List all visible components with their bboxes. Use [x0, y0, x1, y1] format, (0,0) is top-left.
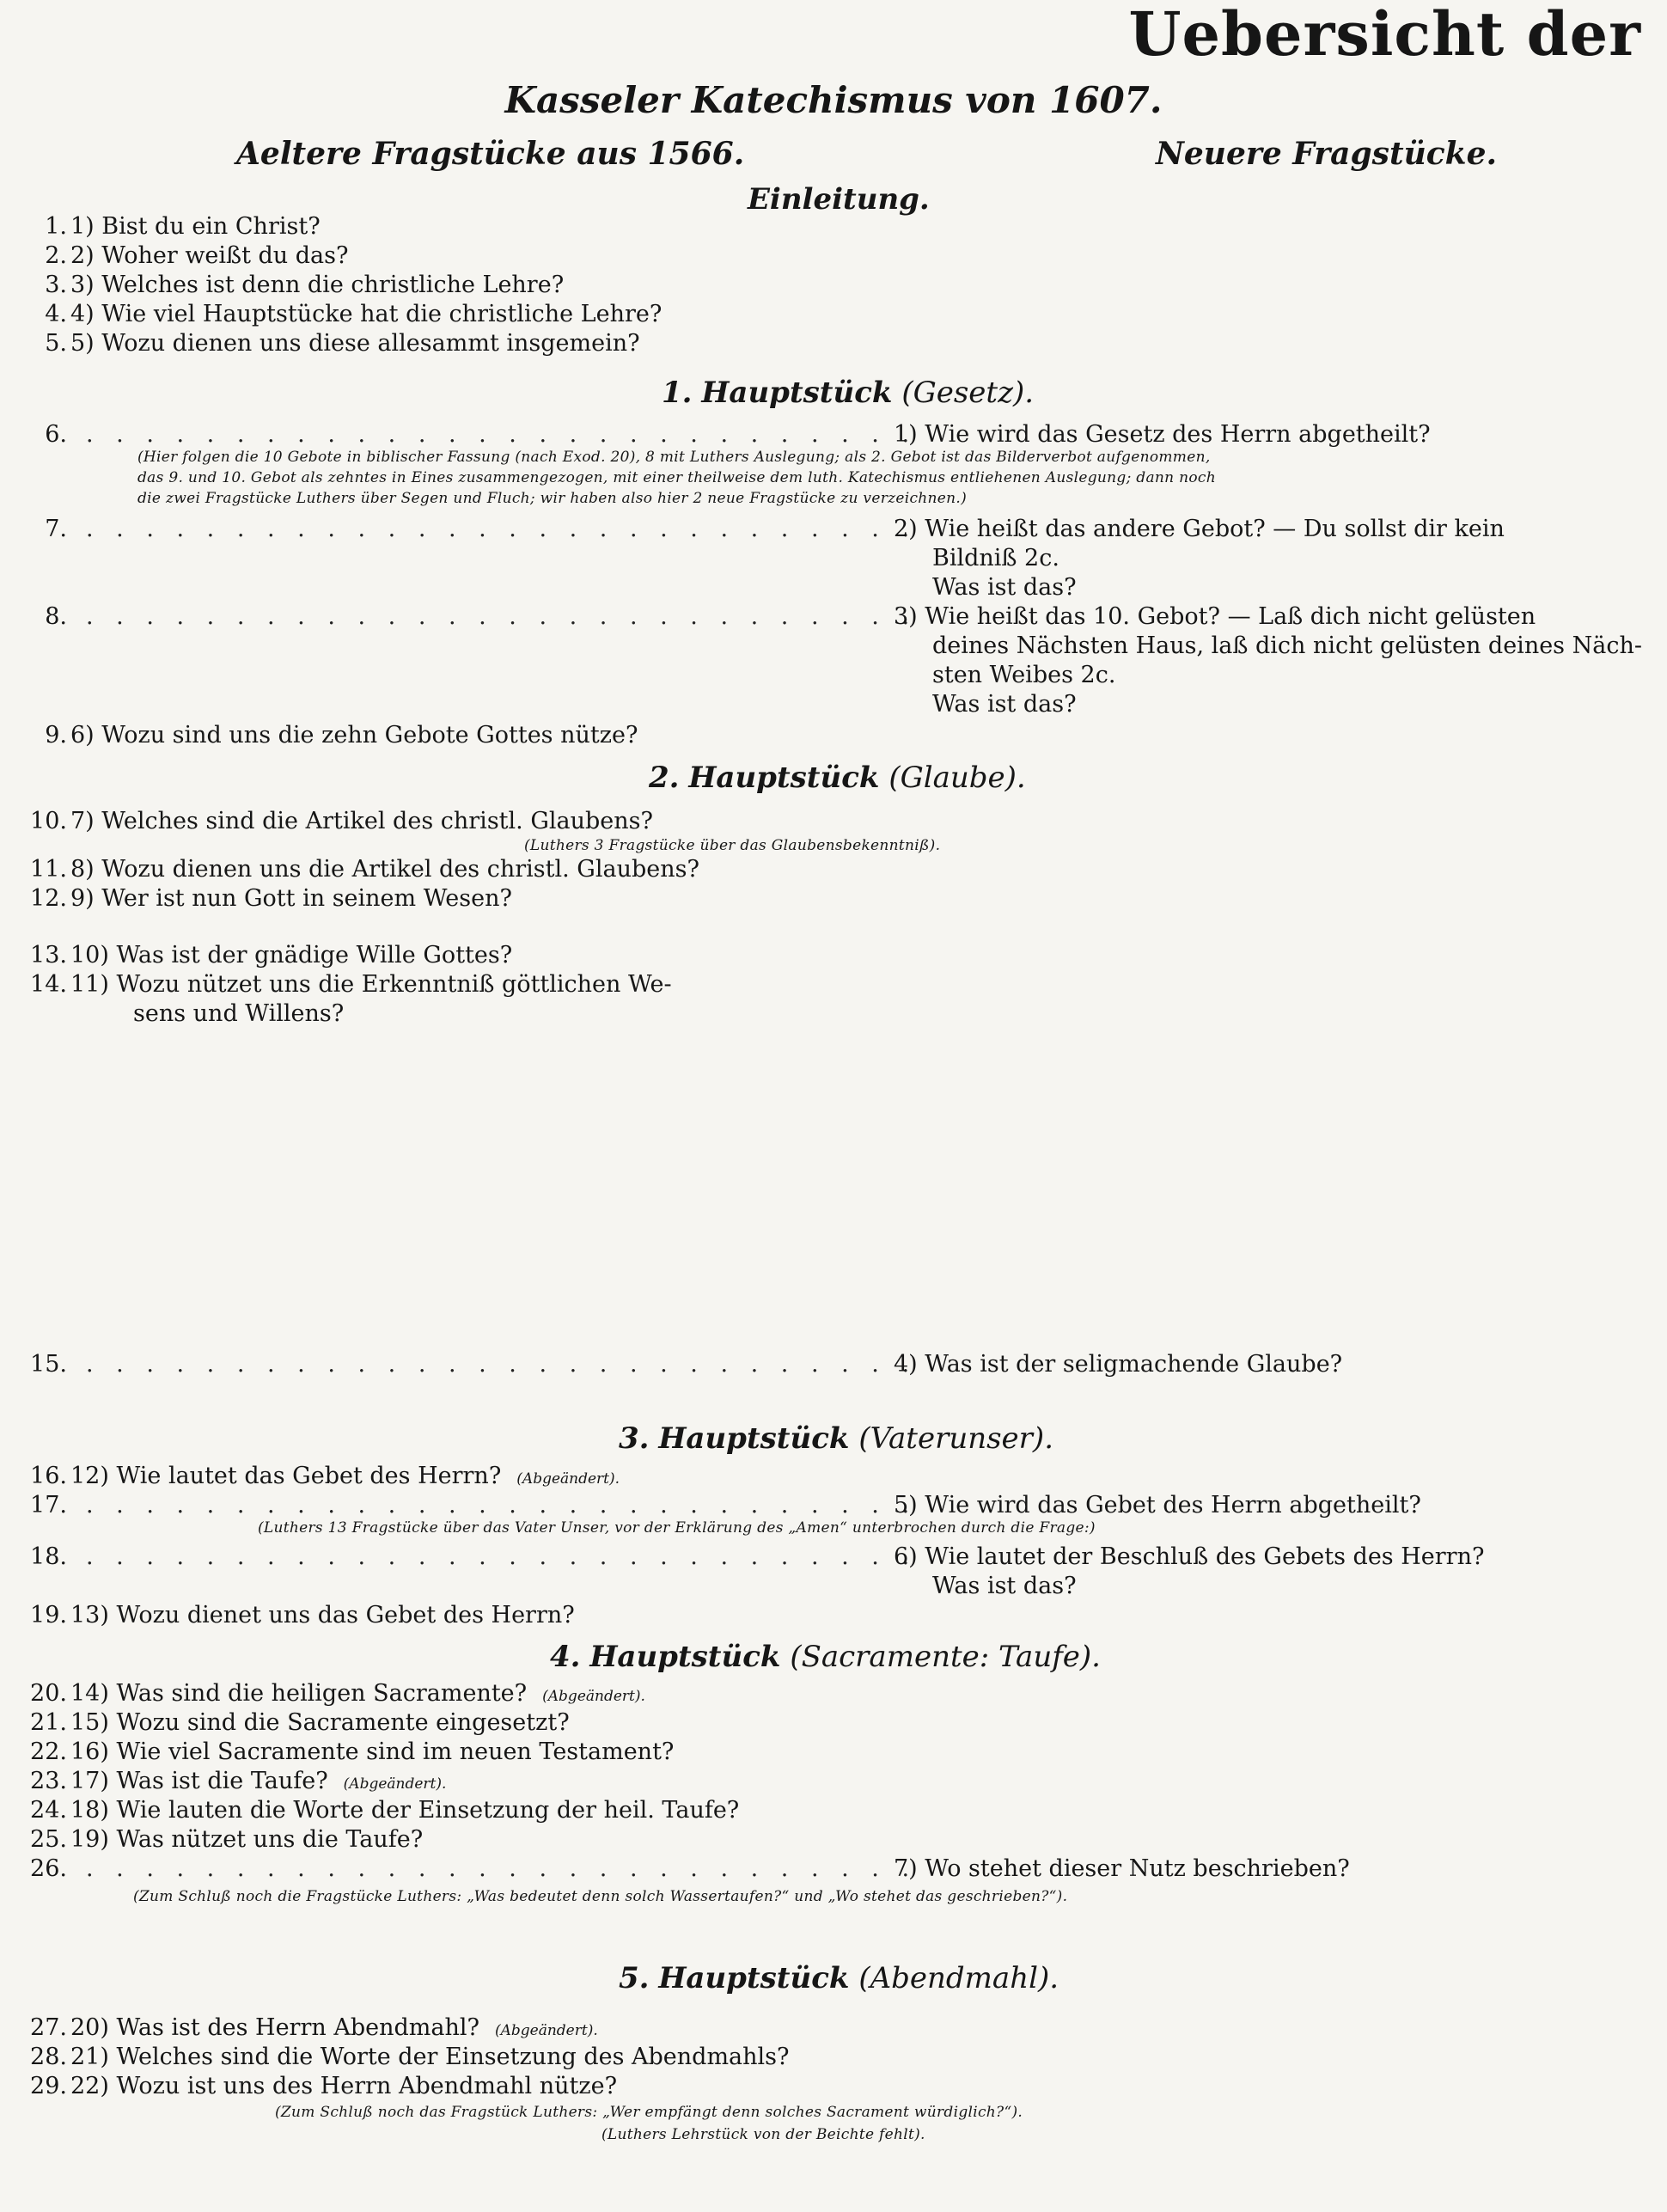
section-heading-abendmahl: 5. Hauptstück (Abendmahl). — [619, 1961, 1059, 1995]
continuation-text: deines Nächsten Haus, laß dich nicht gelüsten deines Näch- — [932, 632, 1642, 659]
continuation-text: Was ist das? — [932, 574, 1077, 601]
table-row: 5. 5) Wozu dienen uns diese allesammt insgemein? — [45, 330, 640, 357]
table-row: 19. 13) Wozu dienet uns das Gebet des Herrn? — [30, 1602, 575, 1628]
right-column-heading: Neuere Fragstücke. — [1156, 136, 1498, 172]
section-heading-glaube: 2. Hauptstück (Glaube). — [649, 761, 1026, 795]
continuation-text: sens und Willens? — [133, 1000, 345, 1027]
section-heading-taufe: 4. Hauptstück (Sacramente: Taufe). — [550, 1640, 1101, 1674]
table-row: 8. . . . . . . . . . . . . . . . . . . . . . . . . . . . . 3) Wie heißt das 10. Gebot? — Laß dich nicht gelüsten — [45, 603, 1536, 630]
subtitle: Kasseler Katechismus von 1607. — [504, 79, 1163, 121]
page-title: Uebersicht der — [1128, 0, 1641, 70]
section-heading-einleitung: Einleitung. — [748, 182, 930, 217]
continuation-text: sten Weibes 2c. — [932, 662, 1116, 688]
note-gesetz-3: die zwei Fragstücke Luthers über Segen und Fluch; wir haben also hier 2 neue Fragstücke zu verzeichnen.) — [137, 490, 968, 507]
table-row: 13. 10) Was ist der gnädige Wille Gottes? — [30, 942, 513, 969]
note-glaube: (Luthers 3 Fragstücke über das Glaubensbekenntniß). — [524, 837, 941, 854]
continuation-text: Was ist das? — [932, 1573, 1077, 1599]
note-abendmahl-2: (Luthers Lehrstück von der Beichte fehlt). — [601, 2126, 925, 2143]
note-abendmahl-1: (Zum Schluß noch das Fragstück Luthers: „Wer empfängt denn solches Sacrament würdiglich?“). — [275, 2104, 1023, 2121]
note-taufe: (Zum Schluß noch die Fragstücke Luthers: „Was bedeutet denn solch Wassertaufen?“ und „Wo stehet das geschrieben?“). — [133, 1888, 1068, 1905]
table-row: 20. 14) Was sind die heiligen Sacramente? (Abgeändert). — [30, 1680, 645, 1707]
table-row: 26. . . . . . . . . . . . . . . . . . . . . . . . . . . . . 7) Wo stehet dieser Nutz beschrieben? — [30, 1855, 1350, 1882]
table-row: 2. 2) Woher weißt du das? — [45, 242, 349, 269]
table-row: 29. 22) Wozu ist uns des Herrn Abendmahl nütze? — [30, 2073, 618, 2099]
section-heading-vaterunser: 3. Hauptstück (Vaterunser). — [619, 1421, 1054, 1456]
table-row: 6. . . . . . . . . . . . . . . . . . . . . . . . . . . . . 1) Wie wird das Gesetz des Herrn abgetheilt? — [45, 421, 1431, 448]
table-row: 21. 15) Wozu sind die Sacramente eingesetzt? — [30, 1709, 570, 1736]
note-gesetz-1: (Hier folgen die 10 Gebote in biblischer Fassung (nach Exod. 20), 8 mit Luthers Auslegung; als 2. Gebot ist das Bilderverbot aufgenommen, — [137, 449, 1211, 466]
table-row: 14. 11) Wozu nützet uns die Erkenntniß göttlichen We- — [30, 971, 672, 998]
table-row: 17. . . . . . . . . . . . . . . . . . . . . . . . . . . . . 5) Wie wird das Gebet des Herrn abgetheilt? — [30, 1492, 1421, 1518]
note-gesetz-2: das 9. und 10. Gebot als zehntes in Eines zusammengezogen, mit einer theilweise dem luth. Katechismus entliehenen Auslegung; dann noch — [137, 469, 1216, 486]
section-heading-gesetz: 1. Hauptstück (Gesetz). — [662, 376, 1035, 410]
continuation-text: Was ist das? — [932, 691, 1077, 718]
table-row: 1. 1) Bist du ein Christ? — [45, 213, 321, 240]
note-vaterunser: (Luthers 13 Fragstücke über das Vater Unser, vor der Erklärung des „Amen“ unterbrochen durch die Frage:) — [258, 1519, 1096, 1537]
table-row: 10. 7) Welches sind die Artikel des christl. Glaubens? — [30, 808, 653, 834]
table-row: 23. 17) Was ist die Taufe? (Abgeändert). — [30, 1768, 447, 1794]
table-row: 28. 21) Welches sind die Worte der Einsetzung des Abendmahls? — [30, 2044, 790, 2070]
table-row: 16. 12) Wie lautet das Gebet des Herrn? (Abgeändert). — [30, 1463, 620, 1489]
table-row: 7. . . . . . . . . . . . . . . . . . . . . . . . . . . . . 2) Wie heißt das andere Gebot? — Du sollst dir kein — [45, 516, 1505, 542]
continuation-text: Bildniß 2c. — [932, 545, 1059, 571]
table-row: 15. . . . . . . . . . . . . . . . . . . . . . . . . . . . . 4) Was ist der seligmachende Glaube? — [30, 1351, 1343, 1378]
table-row: 18. . . . . . . . . . . . . . . . . . . . . . . . . . . . . 6) Wie lautet der Beschluß des Gebets des Herrn? — [30, 1543, 1485, 1570]
table-row: 3. 3) Welches ist denn die christliche Lehre? — [45, 272, 565, 298]
table-row: 27. 20) Was ist des Herrn Abendmahl? (Abgeändert). — [30, 2014, 598, 2041]
table-row: 9. 6) Wozu sind uns die zehn Gebote Gottes nütze? — [45, 722, 638, 749]
table-row: 11. 8) Wozu dienen uns die Artikel des christl. Glaubens? — [30, 856, 699, 883]
table-row: 24. 18) Wie lauten die Worte der Einsetzung der heil. Taufe? — [30, 1797, 740, 1824]
table-row: 25. 19) Was nützet uns die Taufe? — [30, 1826, 424, 1853]
table-row: 22. 16) Wie viel Sacramente sind im neuen Testament? — [30, 1738, 675, 1765]
table-row: 4. 4) Wie viel Hauptstücke hat die christliche Lehre? — [45, 301, 663, 327]
table-row: 12. 9) Wer ist nun Gott in seinem Wesen? — [30, 885, 512, 912]
left-column-heading: Aeltere Fragstücke aus 1566. — [236, 136, 745, 172]
